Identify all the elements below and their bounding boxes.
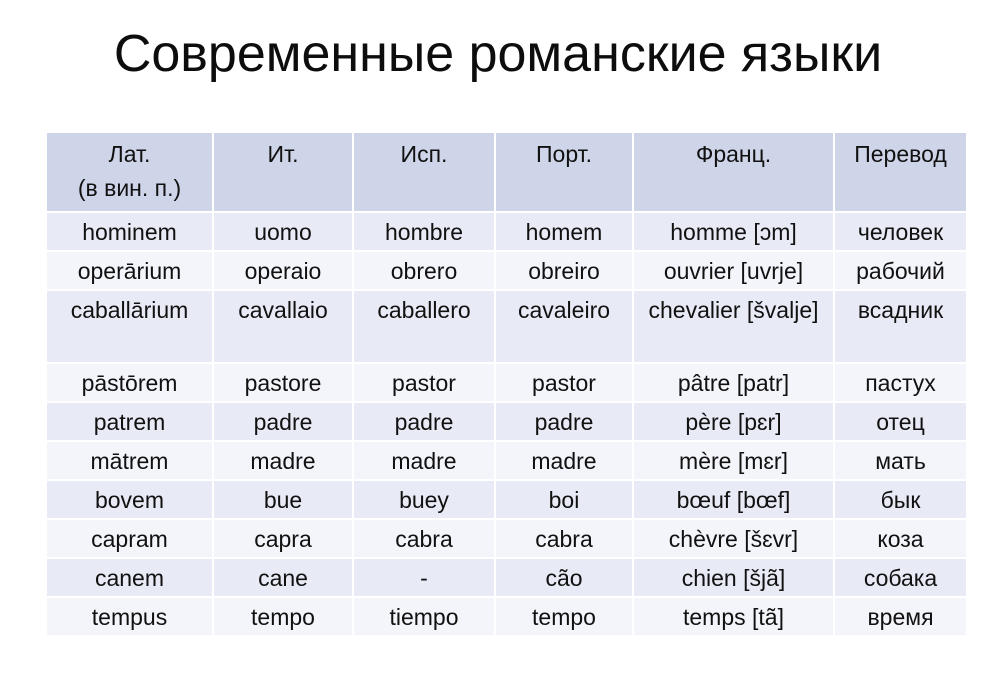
header-portuguese bbox=[495, 132, 633, 212]
cell-portuguese: homem bbox=[495, 212, 633, 251]
table-row bbox=[46, 251, 967, 290]
table-row bbox=[46, 290, 967, 363]
cell-italian: capra bbox=[213, 519, 353, 558]
cell-translation: отец bbox=[834, 402, 967, 441]
header-spanish-label: Исп. bbox=[400, 141, 448, 167]
cell-italian: padre bbox=[213, 402, 353, 441]
header-italian-label: Ит. bbox=[267, 141, 299, 167]
cell-translation: собака bbox=[834, 558, 967, 597]
header-portuguese-label: Порт. bbox=[536, 141, 592, 167]
cell-latin: mātrem bbox=[46, 441, 213, 480]
cell-portuguese: madre bbox=[495, 441, 633, 480]
cell-translation: бык bbox=[834, 480, 967, 519]
cell-translation: рабочий bbox=[834, 251, 967, 290]
cell-italian: cane bbox=[213, 558, 353, 597]
cell-french: bœuf [bœf] bbox=[633, 480, 834, 519]
cell-latin: hominem bbox=[46, 212, 213, 251]
cell-spanish: buey bbox=[353, 480, 495, 519]
cell-french: père [pɛr] bbox=[633, 402, 834, 441]
cell-portuguese: obreiro bbox=[495, 251, 633, 290]
cell-spanish: cabra bbox=[353, 519, 495, 558]
cell-portuguese: tempo bbox=[495, 597, 633, 636]
cell-portuguese: pastor bbox=[495, 363, 633, 402]
table-row bbox=[46, 519, 967, 558]
table-row bbox=[46, 597, 967, 636]
header-latin-line2: (в вин. п.) bbox=[77, 175, 182, 201]
cell-spanish: obrero bbox=[353, 251, 495, 290]
cell-translation: человек bbox=[834, 212, 967, 251]
header-row bbox=[46, 132, 967, 212]
cell-spanish: hombre bbox=[353, 212, 495, 251]
cell-french: homme [ɔm] bbox=[633, 212, 834, 251]
cell-latin: patrem bbox=[46, 402, 213, 441]
cell-french: chevalier [švalje] bbox=[633, 290, 834, 363]
table-row bbox=[46, 363, 967, 402]
slide-title: Современные романские языки bbox=[113, 25, 883, 83]
cell-latin: tempus bbox=[46, 597, 213, 636]
cell-latin: bovem bbox=[46, 480, 213, 519]
table-row bbox=[46, 212, 967, 251]
header-french-label: Франц. bbox=[695, 141, 772, 167]
cell-spanish: - bbox=[353, 558, 495, 597]
cell-translation: коза bbox=[834, 519, 967, 558]
table-row bbox=[46, 441, 967, 480]
cell-portuguese: padre bbox=[495, 402, 633, 441]
cell-italian: pastore bbox=[213, 363, 353, 402]
cell-italian: uomo bbox=[213, 212, 353, 251]
header-spanish bbox=[353, 132, 495, 212]
cell-italian: madre bbox=[213, 441, 353, 480]
header-translation-label: Перевод bbox=[854, 141, 947, 167]
cell-french: chien [šjã] bbox=[633, 558, 834, 597]
cell-spanish: padre bbox=[353, 402, 495, 441]
cell-translation: время bbox=[834, 597, 967, 636]
cell-translation: мать bbox=[834, 441, 967, 480]
header-latin-line1: Лат. bbox=[108, 141, 151, 167]
cell-portuguese: cavaleiro bbox=[495, 290, 633, 363]
cell-italian: operaio bbox=[213, 251, 353, 290]
cell-spanish: tiempo bbox=[353, 597, 495, 636]
cell-french: ouvrier [uvrje] bbox=[633, 251, 834, 290]
cell-portuguese: boi bbox=[495, 480, 633, 519]
table-row bbox=[46, 402, 967, 441]
header-italian bbox=[213, 132, 353, 212]
cell-latin: capram bbox=[46, 519, 213, 558]
cell-translation: всадник bbox=[834, 290, 967, 363]
romance-languages-table bbox=[45, 131, 968, 637]
cell-latin: pāstōrem bbox=[46, 363, 213, 402]
cell-latin: operārium bbox=[46, 251, 213, 290]
cell-spanish: madre bbox=[353, 441, 495, 480]
cell-latin: canem bbox=[46, 558, 213, 597]
cell-italian: cavallaio bbox=[213, 290, 353, 363]
cell-latin: caballārium bbox=[46, 290, 213, 363]
cell-italian: tempo bbox=[213, 597, 353, 636]
header-latin bbox=[46, 132, 213, 212]
cell-french: temps [tã] bbox=[633, 597, 834, 636]
cell-french: pâtre [patr] bbox=[633, 363, 834, 402]
cell-portuguese: cão bbox=[495, 558, 633, 597]
cell-spanish: caballero bbox=[353, 290, 495, 363]
cell-spanish: pastor bbox=[353, 363, 495, 402]
header-french bbox=[633, 132, 834, 212]
table-row bbox=[46, 558, 967, 597]
table-row bbox=[46, 480, 967, 519]
header-translation bbox=[834, 132, 967, 212]
cell-portuguese: cabra bbox=[495, 519, 633, 558]
cell-french: chèvre [šɛvr] bbox=[633, 519, 834, 558]
cell-french: mère [mɛr] bbox=[633, 441, 834, 480]
cell-translation: пастух bbox=[834, 363, 967, 402]
cell-italian: bue bbox=[213, 480, 353, 519]
